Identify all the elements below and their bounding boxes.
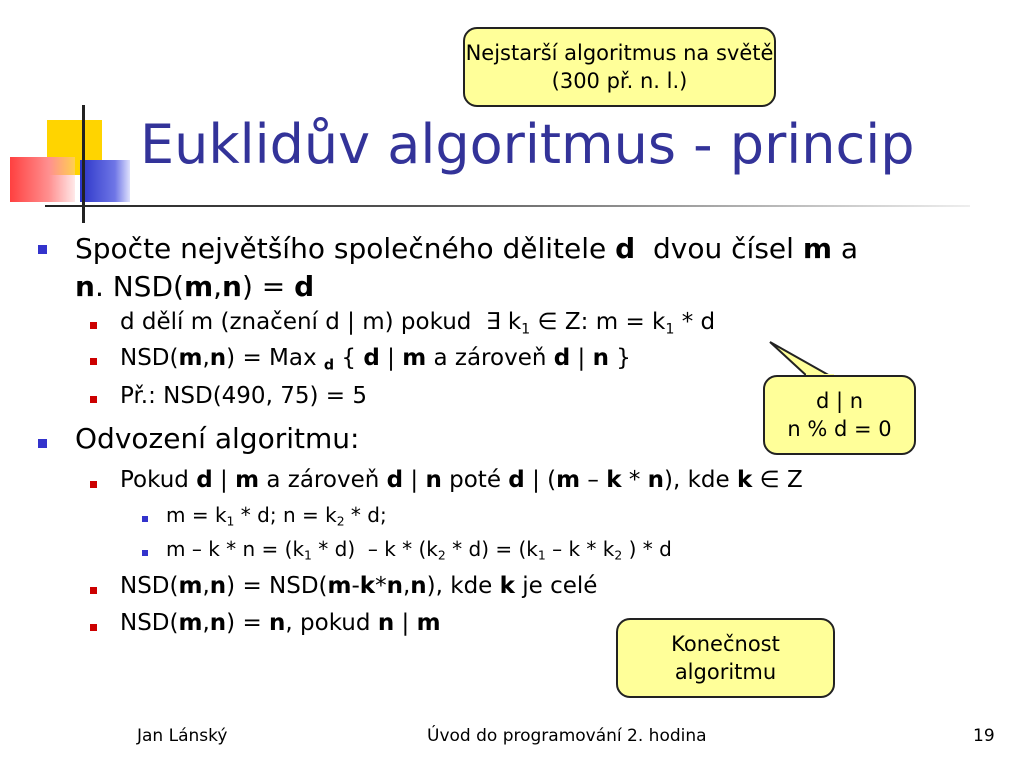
callout-oldest-algorithm (463, 27, 776, 107)
callout-divides-line2: n % d = 0 (787, 417, 892, 441)
bullet-3: NSD(m,n) = Max $_d$ { d | m a zároveň d | n } (120, 345, 631, 374)
bullet-square-icon (90, 481, 97, 488)
bullet-square-icon (38, 245, 47, 254)
bullet-4: Př.: NSD(490, 75) = 5 (120, 383, 367, 409)
footer-course: Úvod do programování 2. hodina (427, 726, 707, 746)
logo-square-red (10, 157, 75, 202)
footer-author: Jan Lánský (137, 726, 228, 746)
bullet-square-icon (90, 358, 97, 365)
bullet-square-icon (90, 396, 97, 403)
bullet-7: $m = k_1 * d$; $n = k_2 * d$; (166, 503, 387, 529)
callout-finiteness-line1: Konečnost (671, 632, 780, 656)
bullet-10: NSD(m,n) = n, pokud n | m (120, 610, 441, 636)
bullet-square-icon (90, 322, 97, 329)
bullet-6: Pokud d | m a zároveň d | n poté d | (m – k * n), kde k ∈ Z (120, 467, 803, 493)
callout-finiteness (616, 618, 835, 698)
slide-title: Euklidův algoritmus - princip (140, 113, 915, 176)
bullet-8: $m - k * n = (k_1 * d) - k * (k_2 * d) = (k_1 - k * k_2$ ) * d (166, 537, 672, 563)
callout-divides-line1: d | n (815, 389, 864, 413)
bullet-1: Spočte největšího společného dělitele d dvou čísel m a n. NSD(m,n) = d (75, 232, 859, 303)
bullet-square-icon (142, 550, 148, 556)
title-underline (45, 205, 970, 207)
bullet-5: Odvození algoritmu: (75, 422, 360, 455)
callout-oldest-text: Nejstarší algoritmus na světě (300 př. n. l.) (465, 41, 774, 93)
bullet-square-icon (90, 587, 97, 594)
bullet-9: NSD(m,n) = NSD(m-k*n,n), kde k je celé (120, 573, 598, 599)
bullet-2: d dělí m (značení d | m) pokud ∃ $k_1$ ∈ Z: $m = k_1 * d$ (120, 309, 716, 338)
bullet-square-icon (142, 516, 148, 522)
callout-finiteness-line2: algoritmu (674, 660, 777, 684)
logo-square-blue (80, 160, 130, 202)
callout-divides (763, 375, 916, 455)
bullet-square-icon (38, 439, 47, 448)
bullet-square-icon (90, 624, 97, 631)
footer-page-number: 19 (973, 726, 995, 746)
